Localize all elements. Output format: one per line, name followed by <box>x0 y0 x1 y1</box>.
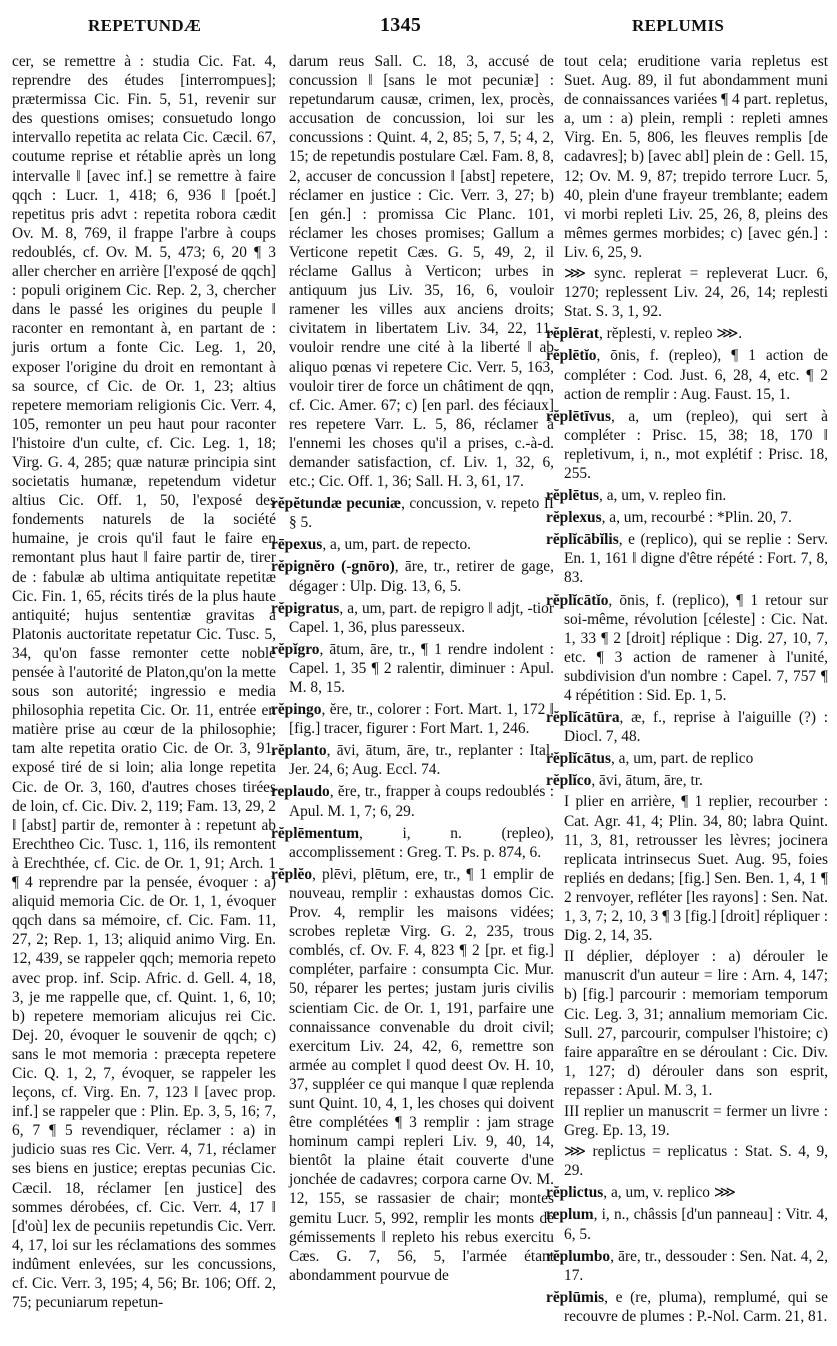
running-head-right: REPLUMIS <box>632 16 725 35</box>
entry-text: darum reus Sall. C. 18, 3, accusé de concussion ‖ [sans le mot pecuniæ] : repetundarum causæ, crimen, lex, procès, accusation de concussion, loi sur les concussions : Quint. 4, 2, 85; 5, 7, 5; 4, 2, 15; de repetundis postulare Cæl. Fam. 8, 8, 2, accuser de concussion ‖ [abst] repetere, réclamer en justice : Cic. Verr. 3, 27; b) [en gén.] : promissa Cic Planc. 101, réclamer les choses promises; Gallum a Verticone repetit Cæs. G. 5, 49, 2, il réclame Gallus à Verticon; urbes in antiquum jus Liv. 35, 16, 6, vouloir ramener les villes aux anciens droits; civitatem in libertatem Liv. 34, 22, 11, vouloir rendre une cité à la liberté ‖ ab aliquo pœnas vi repetere Cic. Verr. 5, 163, vouloir tirer de force un châtiment de qqn, cf. Cic. Amer. 67; c) [en parl. des féciaux] res repetere Varr. L. 5, 86, réclamer à l'ennemi les choses qu'il a prises, c.-à-d. demander satisfaction, cf. Liv. 1, 32, 6, etc.; Cic. Off. 1, 36; Sall. H. 3, 61, 17. <box>289 53 554 491</box>
headword: rĕplērat <box>546 325 599 343</box>
headword: rĕplĭcābĭlis <box>546 531 619 549</box>
dictionary-columns <box>12 52 828 1342</box>
headword: rĕplētĭo <box>546 347 597 365</box>
dictionary-entry: rĕplĭcātus, a, um, part. de replico <box>546 750 754 768</box>
headword: rĕpigratus <box>271 599 340 617</box>
headword: rĕpĭgro <box>271 640 320 658</box>
column-1 <box>12 52 276 1342</box>
sense-section: II déplier, déployer : a) dérouler le manuscrit d'un auteur = lire : Arn. 4, 147; b) [fig.] parcourir : memoriam temporum Cic. Leg. 3, 31; annalium memoriam Cic. Sull. 27, parcourir, compulser l'histoire; c) faire apparaître en se déroulant : Cic. Div. 1, 127; d) dérouler dans son esprit, repasser : Apul. M. 3, 1. <box>564 948 828 1099</box>
headword: rĕplētīvus <box>546 407 611 425</box>
dictionary-entry: rĕpignĕro (-gnōro), āre, tr., retirer de gage, dégager : Ulp. Dig. 13, 6, 5. <box>271 558 554 595</box>
headword: replum <box>546 1206 594 1224</box>
dictionary-entry: rĕplūmis, e (re, pluma), remplumé, qui se recouvre de plumes : P.-Nol. Carm. 21, 81. <box>546 1288 828 1325</box>
headword: rĕpĕtundæ pecuniæ <box>271 495 402 513</box>
dictionary-entry: rĕplĭcātūra, æ, f., reprise à l'aiguille (?) : Diocl. 7, 48. <box>546 709 828 746</box>
page-number: 1345 <box>380 14 422 36</box>
dictionary-entry: rĕpigratus, a, um, part. de repigro ‖ adjt, -tior Capel. 1, 36, plus paresseux. <box>271 599 554 636</box>
headword: rĕplĭcātus <box>546 750 611 768</box>
dictionary-entry: rĕplĭco, āvi, ātum, āre, tr. <box>546 772 703 790</box>
column-2 <box>271 52 554 1342</box>
dictionary-entry: rēpexus, a, um, part. de repecto. <box>271 536 472 554</box>
dictionary-entry: rĕplexus, a, um, recourbé : *Plin. 20, 7. <box>546 509 792 527</box>
headword: rĕplumbo <box>546 1247 611 1265</box>
headword: rĕplēmentum <box>271 824 360 842</box>
dictionary-entry: rĕplĕo, plēvi, plētum, ere, tr., ¶ 1 emplir de nouveau, remplir : exhaustas domos Cic. Prov. 4, remplir les maisons vidées; scrobes repletæ Virg. G. 2, 235, trous comblés, cf. Ov. F. 4, 823 ¶ 2 [pr. et fig.] compléter, parfaire : consumpta Cic. Mur. 50, réparer les pertes; justam juris civilis scientiam Cic. de Or. 1, 191, parfaire une connaissance convenable du droit civil; exercitum Liv. 24, 42, 6, remettre son armée au complet ‖ quod deest Ov. H. 10, 37, suppléer ce qui manque ‖ quæ replenda sunt Quint. 10, 4, 1, les choses qui doivent être complétées ¶ 3 remplir : jam strage hominum campi repleri Liv. 9, 40, 14, bientôt la plaine était couverte d'une jonchée de cadavres; corpora carne Ov. M. 12, 155, se rassasier de chair; montes gemitu Lucr. 5, 992, remplir les monts de gémissements ‖ repleto his rebus exercitu Cæs. G. 7, 56, 5, l'armée étant abondamment pourvue de <box>271 865 554 1284</box>
headword: rĕplūmis <box>546 1288 605 1306</box>
dictionary-entry: rĕplērat, rĕplesti, v. repleo ⋙. <box>546 325 743 343</box>
headword: rĕplĭcātĭo <box>546 591 609 609</box>
headword: rĕplanto <box>271 742 327 760</box>
dictionary-entry: rĕplētĭo, ōnis, f. (repleo), ¶ 1 action de compléter : Cod. Just. 6, 28, 4, etc. ¶ 2 action de remplir : Aug. Faust. 15, 1. <box>546 347 828 403</box>
column-3 <box>546 52 828 1342</box>
headword: rĕplĕo <box>271 865 313 883</box>
dictionary-entry: replaudo, ĕre, tr., frapper à coups redoublés : Apul. M. 1, 7; 6, 29. <box>271 783 554 820</box>
sense-section: III replier un manuscrit = fermer un livre : Greg. Ep. 13, 19. <box>564 1102 828 1140</box>
headword: rĕplētus <box>546 487 600 505</box>
dictionary-entry: rĕplumbo, āre, tr., dessouder : Sen. Nat. 4, 2, 17. <box>546 1247 828 1284</box>
entry-text: cer, se remettre à : studia Cic. Fat. 4, reprendre des études [interrompues]; prætermissa Cic. Fin. 5, 51, revenir sur des questions omises; consuetudo longo intervallo repetita ac relata Cic. Cæcil. 67, coutume reprise et rétablie après un long intervalle ‖ [avec inf.] se remettre à faire qqch : Lucr. 1, 418; 6, 936 ‖ [poét.] repetitus pris advt : repetita robora cædit Ov. M. 8, 769, il frappe l'arbre à coups redoublés, cf. Ov. M. 5, 473; 6, 20 ¶ 3 aller chercher en arrière [l'exposé de qqch] : populi originem Cic. Rep. 2, 3, chercher dans le passé les origines du peuple ‖ raconter en remontant à, en partant de : juris ortum a fonte Cic. Leg. 1, 20, exposer l'origine du droit en remontant à sa source, cf Cic. de Or. 1, 23; altius repetere memoriam religionis Cic. Verr. 4, 105, remonter un peu haut pour raconter l'histoire d'un culte, cf. Cic. Leg. 1, 18; Virg. G. 4, 285; quæ naturæ principia sint societatis humanæ, repetendum videtur altius Cic. Off. 1, 50, l'exposé des fondements naturels de la société humaine, je crois qu'il faut le faire en remontant plus haut ‖ faire partir de, tirer de : fabulæ ab ultima antiquitate repetitæ Cic. Fin. 1, 65, récits tirés de la plus haute antiquité; hujus sententiæ gravitas a Platonis auctoritate repetatur Cic. Tusc. 5, 34, qu'on fasse remonter cette noble pensée à l'autorité de Platon,qu'on la mette sous son autorité; ingressio e media philosophia repetita Cic. Or. 11, entrée en matière prise au cœur de la philosophie; tam alte repetita oratio Cic. de Or. 3, 91, exposé tiré de si loin; alia longe repetita Cic. de Or. 3, 160, d'autres choses tirées de loin, cf. Cic. Div. 2, 119; Fam. 13, 29, 2 ‖ [abst] partir de, remonter à : repetunt ab Erechtheo Cic. Tusc. 1, 116, ils remontent à Erechthée, cf. Cic. de Or. 1, 91; Arch. 1 ¶ 4 reprendre par la pensée, évoquer : a) aliquid memoria Cic. de Or. 1, 1, évoquer qqch dans sa mémoire, cf. Cic. Fam. 11, 27, 2; Rep. 1, 13; aliquid animo Virg. En. 12, 439, se rappeler qqch; memoria repeto avec prop. inf. Scip. Afric. d. Gell. 4, 18, 3, je me rappelle que, cf. Quint. 1, 6, 10; b) repetere memoriam alicujus rei Cic. Dej. 20, évoquer le souvenir de qqch; c) sans le mot memoria : præcepta repetere Cic. Q. 1, 2, 7, évoquer, se rappeler les leçons, cf. Virg. En. 7, 123 ‖ [avec prop. inf.] se rappeler que : Plin. Ep. 3, 5, 16; 7, 6, 7 ¶ 5 revendiquer, réclamer : a) in judicio suas res Cic. Verr. 4, 71, réclamer ses biens en justice; ereptas pecunias Cic. Cæcil. 18, réclamer [en justice] des sommes dérobées, cf. Cic. Verr. 4, 17 ‖ [d'où] lex de pecuniis repetundis Cic. Verr. 4, 17, loi sur les réclamations des sommes indûment enlevées, sur les concussions, cf. Cic. Verr. 3, 195; 4, 56; Br. 106; Off. 2, 75; pecuniarum repetun- <box>12 53 276 1312</box>
headword: replaudo <box>271 783 330 801</box>
dictionary-entry: rĕplēmentum, i, n. (repleo), accomplissement : Greg. T. Ps. p. 874, 6. <box>271 824 554 861</box>
headword: rĕplĭcātūra <box>546 709 620 727</box>
headword: rĕpingo <box>271 701 322 719</box>
dictionary-entry: rĕpĭgro, ātum, āre, tr., ¶ 1 rendre indolent : Capel. 1, 35 ¶ 2 ralentir, diminuer : Apul. M. 8, 15. <box>271 640 554 696</box>
dictionary-entry: rĕpingo, ĕre, tr., colorer : Fort. Mart. 1, 172 ‖ [fig.] tracer, figurer : Fort Mart. 1, 246. <box>271 701 554 738</box>
entry-note: ⋙ replictus = replicatus : Stat. S. 4, 9, 29. <box>564 1143 828 1180</box>
page-header <box>0 0 837 52</box>
entry-text: tout cela; eruditione varia repletus est Suet. Aug. 89, il fut abondamment muni de connaissances variées ¶ 4 part. repletus, a, um : a) plein, rempli : repleti amnes Virg. En. 5, 806, les fleuves remplis [de cadavres]; b) [avec abl] plein de : Gell. 15, 12; Ov. M. 9, 87; trepido terrore Lucr. 5, 40, plein d'une frayeur tremblante; eadem vi morbi repleti Liv. 25, 26, 8, pleins des mêmes germes morbides; c) [avec gén.] : Liv. 6, 25, 9. <box>564 53 828 261</box>
headword: rĕplexus <box>546 509 602 527</box>
dictionary-entry: rĕpĕtundæ pecuniæ, concussion, v. repeto II § 5. <box>271 495 554 532</box>
entry-note: ⋙ sync. replerat = repleverat Lucr. 6, 1270; replessent Liv. 24, 26, 14; replesti Stat. S. 3, 1, 92. <box>564 265 828 321</box>
dictionary-entry: rĕplētus, a, um, v. repleo fin. <box>546 487 727 505</box>
dictionary-entry: replum, i, n., châssis [d'un panneau] : Vitr. 4, 6, 5. <box>546 1206 828 1243</box>
dictionary-entry: rĕplētīvus, a, um (repleo), qui sert à compléter : Prisc. 15, 38; 18, 170 ‖ repletivum, i, n., mot explétif : Prisc. 18, 255. <box>546 407 828 482</box>
headword: rĕplĭco <box>546 772 592 790</box>
dictionary-entry: rĕplictus, a, um, v. replico ⋙ <box>546 1184 736 1202</box>
headword: rĕpignĕro (-gnōro) <box>271 558 395 576</box>
running-head-left: REPETUNDÆ <box>88 16 202 35</box>
dictionary-entry: rĕplĭcātĭo, ōnis, f. (replico), ¶ 1 retour sur soi-même, révolution [céleste] : Cic. Nat. 1, 33 ¶ 2 [droit] réplique : Dig. 27, 10, 7, etc. ¶ 3 action de ramener à l'unité, subdivision d'un nombre : Capel. 7, 757 ¶ 4 répétition : Sid. Ep. 1, 5. <box>546 591 828 704</box>
dictionary-entry: rĕplanto, āvi, ātum, āre, tr., replanter : Ital. Jer. 24, 6; Aug. Eccl. 74. <box>271 742 554 779</box>
headword: rēpexus <box>271 536 323 554</box>
dictionary-entry: rĕplĭcābĭlis, e (replico), qui se replie : Serv. En. 1, 161 ‖ digne d'être répété : Fort. 7, 8, 83. <box>546 531 828 587</box>
headword: rĕplictus <box>546 1184 604 1202</box>
sense-section: I plier en arrière, ¶ 1 replier, recourber : Cat. Agr. 41, 4; Plin. 34, 80; labra Quint. 11, 3, 81, retrousser les lèvres; jocinera replicata intrinsecus Suet. Aug. 95, foies repliés en dedans; [fig.] Sen. Ben. 1, 4, 1 ¶ 2 renvoyer, refléter [les rayons] : Sen. Nat. 1, 3, 7; 2, 10, 3 ¶ 3 [fig.] [droit] répliquer : Dig. 2, 14, 35. <box>564 793 828 945</box>
